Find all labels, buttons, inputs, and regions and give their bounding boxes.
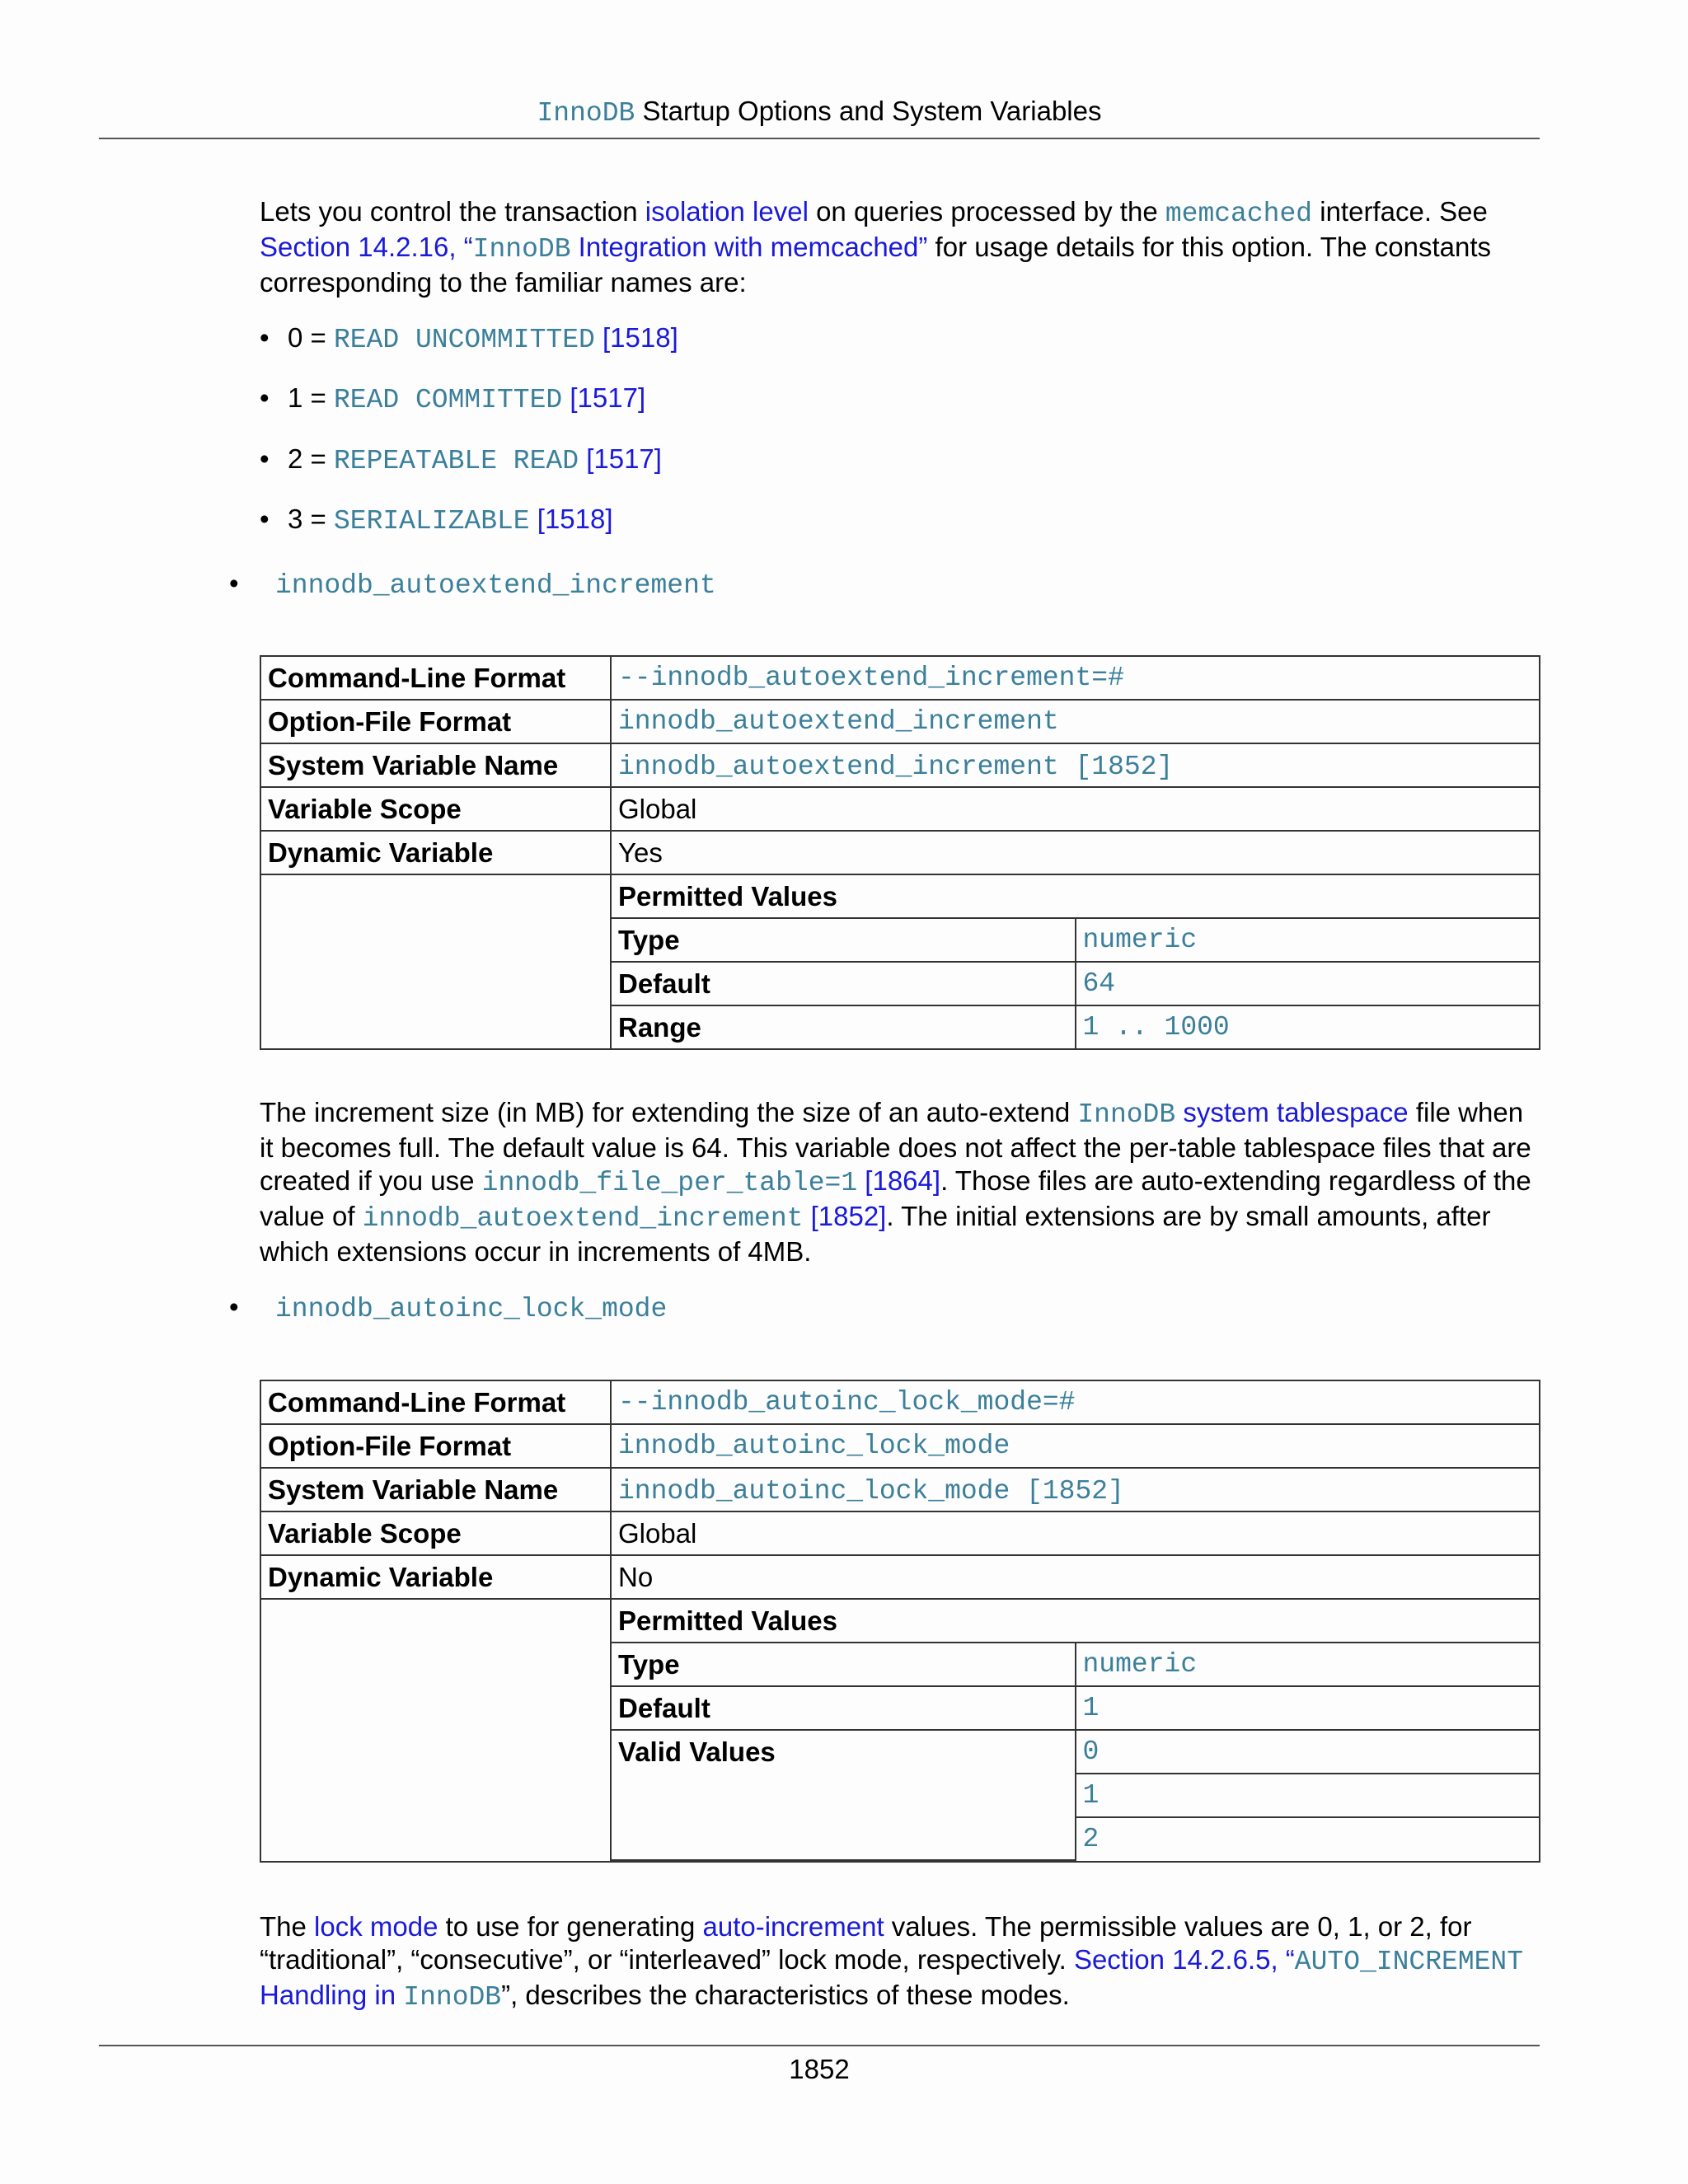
intro-text: for usage details for this option. The constants corresponding to the familiar names are: xyxy=(260,232,1491,298)
var1-description: The increment size (in MB) for extending the size of an auto-extend InnoDB system tablespace file when it becomes full. The default value is 64. This variable does not affect the per-table tablespace files that are created if you use innodb_file_per_table=1 [1864]. Those files are auto-extending regardless of the value of innodb_autoextend_increment [1852]. The initial extensions are by small amounts, after which extensions occur in increments of 4MB. xyxy=(260,1097,1531,1267)
page-header xyxy=(99,96,1540,129)
header-title: Startup Options and System Variables xyxy=(635,96,1102,126)
intro-paragraph xyxy=(260,195,1541,299)
constant-item: • 0 = READ UNCOMMITTED [1518] xyxy=(260,322,678,355)
memcached-code: memcached xyxy=(1165,199,1313,229)
intro-text: on queries processed by the xyxy=(808,196,1165,227)
constant-link[interactable]: SERIALIZABLE [1518] xyxy=(333,504,613,537)
var2-description: The lock mode to use for generating auto-increment values. The permissible values are 0, 1, or 2, for “traditional”, “consecutive”, or “interleaved” lock mode, respectively. Section 14.2.6.5, “AUTO_INCREMENT Handling in InnoDB”, describes the characteristics of these modes. xyxy=(260,1911,1524,2013)
table-row: System Variable Name innodb_autoextend_increment [1852] xyxy=(260,743,1540,787)
header-rule xyxy=(99,138,1540,139)
isolation-level-link[interactable]: isolation level xyxy=(645,196,809,227)
variable-link[interactable]: innodb_autoinc_lock_mode [1852] xyxy=(618,1475,1124,1507)
table-row: Variable Scope Global xyxy=(260,1511,1540,1555)
constant-item: • 3 = SERIALIZABLE [1518] xyxy=(260,504,613,537)
constant-item: • 2 = REPEATABLE READ [1517] xyxy=(260,443,662,476)
table-row: Option-File Format innodb_autoextend_increment xyxy=(260,700,1540,743)
intro-text: Lets you control the transaction xyxy=(260,196,645,227)
page-number: 1852 xyxy=(789,2054,850,2084)
table-row: Dynamic Variable No xyxy=(260,1555,1540,1599)
permitted-values-table: Permitted Values Type numeric Default 1 Valid Values 0 1 2 xyxy=(612,1600,1539,1861)
section-autoinc-link[interactable]: Section 14.2.6.5, “AUTO_INCREMENT Handling in InnoDB xyxy=(260,1944,1524,2013)
header-mono: InnoDB xyxy=(537,98,635,129)
autoextend-increment-link[interactable]: innodb_autoextend_increment [1852] xyxy=(362,1201,887,1234)
constant-item: • 1 = READ COMMITTED [1517] xyxy=(260,382,646,415)
table-row: Variable Scope Global xyxy=(260,787,1540,831)
footer-rule xyxy=(99,2045,1540,2046)
lock-mode-link[interactable]: lock mode xyxy=(314,1911,438,1942)
variable-heading: • innodb_autoextend_increment xyxy=(229,568,716,601)
options-table xyxy=(260,655,1540,1050)
intro-text: interface. See xyxy=(1312,196,1488,227)
constant-link[interactable]: READ UNCOMMITTED [1518] xyxy=(333,322,678,355)
variable-heading: • innodb_autoinc_lock_mode xyxy=(229,1291,668,1324)
variable-name: innodb_autoextend_increment xyxy=(275,570,716,601)
table-row: Option-File Format innodb_autoinc_lock_mode xyxy=(260,1424,1540,1468)
table-row: Command-Line Format --innodb_autoextend_increment=# xyxy=(260,656,1540,700)
section-memcached-link[interactable]: Section 14.2.16, “InnoDB Integration with memcached” xyxy=(260,232,928,265)
variable-link[interactable]: innodb_autoextend_increment [1852] xyxy=(618,751,1174,782)
table-row: System Variable Name innodb_autoinc_lock_mode [1852] xyxy=(260,1468,1540,1511)
permitted-values-table: Permitted Values Type numeric Default 64 Range 1 .. 1000 xyxy=(612,875,1539,1048)
system-tablespace-link[interactable]: system tablespace xyxy=(1183,1097,1409,1127)
permitted-values-row xyxy=(260,874,1540,1049)
permitted-values-row xyxy=(260,1599,1540,1862)
constant-link[interactable]: READ COMMITTED [1517] xyxy=(333,382,646,415)
auto-increment-link[interactable]: auto-increment xyxy=(702,1911,884,1942)
file-per-table-link[interactable]: innodb_file_per_table=1 [1864] xyxy=(481,1165,941,1198)
constant-link[interactable]: REPEATABLE READ [1517] xyxy=(333,443,662,476)
table-row: Dynamic Variable Yes xyxy=(260,831,1540,874)
table-row: Command-Line Format --innodb_autoinc_lock_mode=# xyxy=(260,1380,1540,1424)
options-table xyxy=(260,1380,1540,1863)
variable-name: innodb_autoinc_lock_mode xyxy=(275,1294,668,1324)
